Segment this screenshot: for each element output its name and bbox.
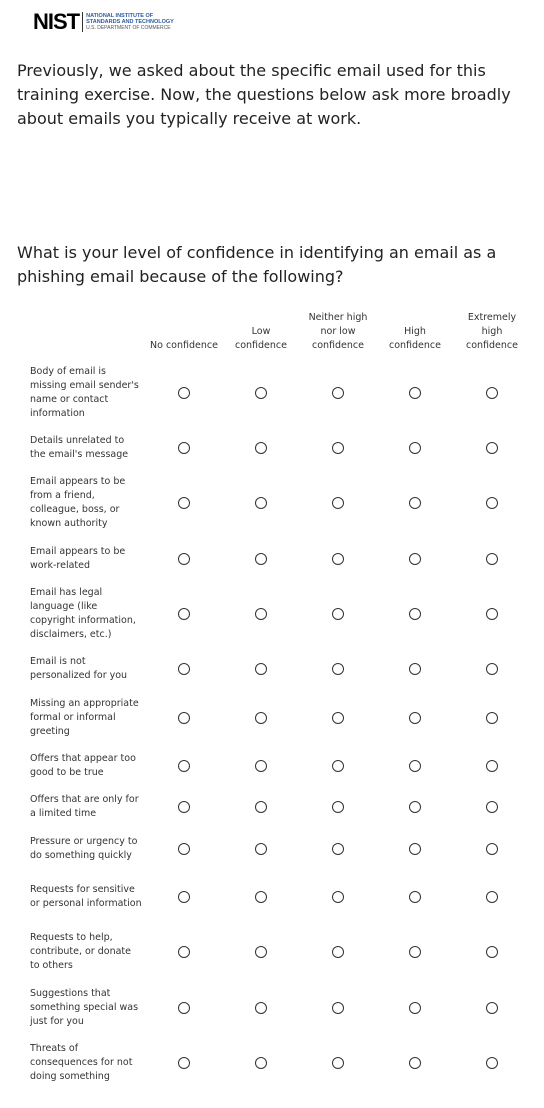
- radio-button-col-extremely-high[interactable]: [486, 801, 498, 813]
- logo-divider: [82, 12, 83, 32]
- radio-button-col-no-confidence[interactable]: [178, 663, 190, 675]
- row-label: Details unrelated to the email's message: [30, 435, 129, 460]
- row-label: Email has legal language (like copyright information, disclaimers, etc.): [30, 587, 136, 640]
- radio-button-col-low-confidence[interactable]: [255, 891, 267, 903]
- logo-line-2: STANDARDS AND TECHNOLOGY: [86, 19, 174, 25]
- radio-button-col-extremely-high[interactable]: [486, 760, 498, 772]
- radio-button-col-high-confidence[interactable]: [409, 387, 421, 399]
- radio-button-col-low-confidence[interactable]: [255, 1057, 267, 1069]
- radio-button-col-neither[interactable]: [332, 760, 344, 772]
- radio-button-col-low-confidence[interactable]: [255, 801, 267, 813]
- row-label: Email is not personalized for you: [30, 656, 128, 681]
- radio-button-col-neither[interactable]: [332, 946, 344, 958]
- radio-button-col-high-confidence[interactable]: [409, 553, 421, 565]
- radio-button-col-no-confidence[interactable]: [178, 608, 190, 620]
- radio-button-col-low-confidence[interactable]: [255, 497, 267, 509]
- radio-button-col-no-confidence[interactable]: [178, 442, 190, 454]
- radio-button-col-low-confidence[interactable]: [255, 843, 267, 855]
- radio-button-col-high-confidence[interactable]: [409, 1057, 421, 1069]
- logo-wordmark: NIST: [33, 9, 80, 34]
- radio-button-col-neither[interactable]: [332, 843, 344, 855]
- row-label: Threats of consequences for not doing something: [30, 1043, 133, 1082]
- row-label: Offers that appear too good to be true: [30, 753, 136, 778]
- radio-button-col-no-confidence[interactable]: [178, 1057, 190, 1069]
- radio-button-col-low-confidence[interactable]: [255, 553, 267, 565]
- radio-button-col-extremely-high[interactable]: [486, 712, 498, 724]
- radio-button-col-high-confidence[interactable]: [409, 1002, 421, 1014]
- radio-button-col-extremely-high[interactable]: [486, 946, 498, 958]
- logo-line-3: U.S. DEPARTMENT OF COMMERCE: [86, 25, 171, 31]
- column-header-col-extremely-high: Extremely high confidence: [465, 312, 518, 351]
- radio-button-col-high-confidence[interactable]: [409, 663, 421, 675]
- radio-button-col-high-confidence[interactable]: [409, 760, 421, 772]
- radio-button-col-extremely-high[interactable]: [486, 1002, 498, 1014]
- radio-button-col-neither[interactable]: [332, 801, 344, 813]
- radio-button-col-extremely-high[interactable]: [486, 843, 498, 855]
- radio-button-col-neither[interactable]: [332, 553, 344, 565]
- radio-button-col-high-confidence[interactable]: [409, 608, 421, 620]
- radio-button-col-neither[interactable]: [332, 497, 344, 509]
- radio-button-col-high-confidence[interactable]: [409, 843, 421, 855]
- radio-button-col-extremely-high[interactable]: [486, 608, 498, 620]
- intro-text: Previously, we asked about the specific email used for this training exercise. Now, the questions below ask more broadly about emails you typically receive at work.: [17, 61, 511, 128]
- radio-button-col-no-confidence[interactable]: [178, 497, 190, 509]
- radio-button-col-neither[interactable]: [332, 608, 344, 620]
- radio-button-col-low-confidence[interactable]: [255, 608, 267, 620]
- row-label: Offers that are only for a limited time: [30, 794, 139, 819]
- radio-button-col-extremely-high[interactable]: [486, 891, 498, 903]
- column-header-col-no-confidence: No confidence: [150, 340, 218, 351]
- radio-button-col-no-confidence[interactable]: [178, 1002, 190, 1014]
- radio-button-col-low-confidence[interactable]: [255, 712, 267, 724]
- radio-button-col-neither[interactable]: [332, 712, 344, 724]
- logo-text: [86, 13, 174, 31]
- radio-button-col-no-confidence[interactable]: [178, 891, 190, 903]
- column-header-col-low-confidence: Low confidence: [234, 326, 287, 351]
- radio-button-col-neither[interactable]: [332, 891, 344, 903]
- radio-button-col-neither[interactable]: [332, 442, 344, 454]
- radio-button-col-low-confidence[interactable]: [255, 442, 267, 454]
- radio-button-col-neither[interactable]: [332, 1002, 344, 1014]
- radio-button-col-extremely-high[interactable]: [486, 1057, 498, 1069]
- logo-line-1: NATIONAL INSTITUTE OF: [86, 13, 154, 19]
- question-text: What is your level of confidence in identifying an email as a phishing email because of the following?: [17, 243, 497, 286]
- radio-button-col-no-confidence[interactable]: [178, 553, 190, 565]
- radio-button-col-no-confidence[interactable]: [178, 760, 190, 772]
- row-label: Email appears to be from a friend, colleague, boss, or known authority: [30, 476, 126, 529]
- radio-button-col-no-confidence[interactable]: [178, 387, 190, 399]
- radio-button-col-high-confidence[interactable]: [409, 946, 421, 958]
- radio-button-col-low-confidence[interactable]: [255, 946, 267, 958]
- radio-button-col-high-confidence[interactable]: [409, 497, 421, 509]
- radio-button-col-low-confidence[interactable]: [255, 663, 267, 675]
- row-label: Requests to help, contribute, or donate to others: [30, 932, 131, 971]
- radio-button-col-no-confidence[interactable]: [178, 712, 190, 724]
- row-label: Suggestions that something special was just for you: [30, 988, 139, 1027]
- column-header-col-neither: Neither high nor low confidence: [308, 312, 368, 351]
- row-label: Pressure or urgency to do something quickly: [30, 836, 138, 861]
- radio-button-col-high-confidence[interactable]: [409, 712, 421, 724]
- radio-button-col-high-confidence[interactable]: [409, 801, 421, 813]
- radio-button-col-low-confidence[interactable]: [255, 760, 267, 772]
- radio-button-col-extremely-high[interactable]: [486, 387, 498, 399]
- radio-button-col-extremely-high[interactable]: [486, 497, 498, 509]
- radio-button-col-neither[interactable]: [332, 663, 344, 675]
- row-label: Missing an appropriate formal or informal greeting: [30, 698, 139, 737]
- radio-button-col-no-confidence[interactable]: [178, 801, 190, 813]
- radio-button-col-extremely-high[interactable]: [486, 442, 498, 454]
- radio-button-col-low-confidence[interactable]: [255, 1002, 267, 1014]
- radio-button-col-extremely-high[interactable]: [486, 553, 498, 565]
- radio-button-col-high-confidence[interactable]: [409, 442, 421, 454]
- radio-button-col-neither[interactable]: [332, 387, 344, 399]
- row-label: Body of email is missing email sender's name or contact information: [30, 366, 139, 419]
- nist-logo: [33, 11, 174, 33]
- row-label: Requests for sensitive or personal information: [30, 884, 142, 909]
- radio-button-col-high-confidence[interactable]: [409, 891, 421, 903]
- radio-button-col-low-confidence[interactable]: [255, 387, 267, 399]
- radio-button-col-no-confidence[interactable]: [178, 946, 190, 958]
- radio-button-col-neither[interactable]: [332, 1057, 344, 1069]
- radio-button-col-extremely-high[interactable]: [486, 663, 498, 675]
- radio-button-col-no-confidence[interactable]: [178, 843, 190, 855]
- column-header-col-high-confidence: High confidence: [388, 326, 441, 351]
- row-label: Email appears to be work-related: [30, 546, 126, 571]
